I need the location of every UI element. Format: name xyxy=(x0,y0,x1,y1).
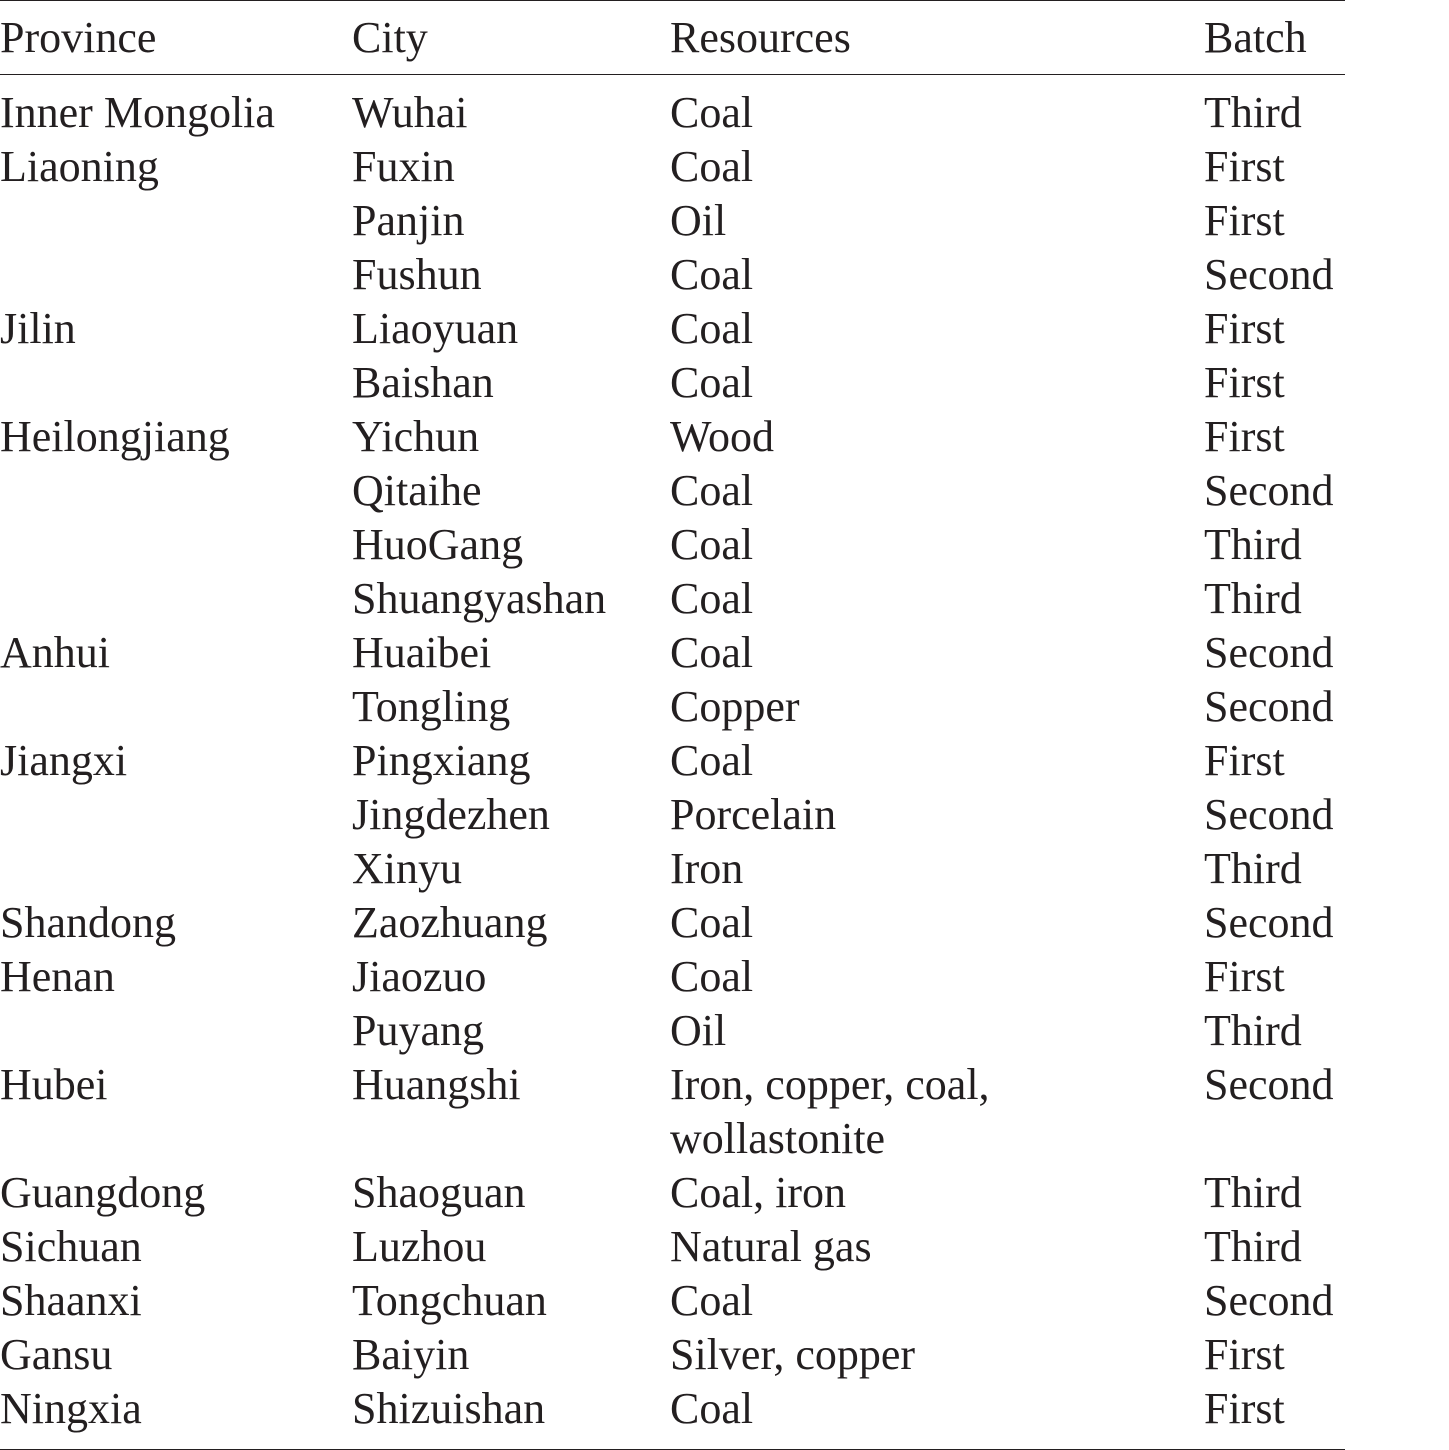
cell-province: Anhui xyxy=(0,628,110,677)
cell-resources: Wood xyxy=(670,412,775,461)
table-row xyxy=(0,842,1345,896)
cell-resources: Coal xyxy=(670,736,754,785)
table-body xyxy=(0,75,1345,1449)
table-row xyxy=(0,194,1345,248)
cell-province xyxy=(0,356,352,410)
table-row xyxy=(0,1328,1345,1382)
cell-city: Yichun xyxy=(352,412,480,461)
table-row xyxy=(0,248,1345,302)
table-row xyxy=(0,1058,1345,1166)
cell-province xyxy=(0,788,352,842)
cell-batch: Third xyxy=(1204,88,1302,137)
cell-province xyxy=(0,1004,352,1058)
cell-city: Pingxiang xyxy=(352,736,531,785)
cell-resources: Coal xyxy=(670,574,754,623)
header-batch: Batch xyxy=(1204,13,1307,62)
cell-province xyxy=(0,572,352,626)
cell-city: Tongling xyxy=(352,682,511,731)
cell-resources: Oil xyxy=(670,196,727,245)
cell-resources: Coal xyxy=(670,1276,754,1325)
cell-batch: Third xyxy=(1204,1168,1302,1217)
cell-city: Jiaozuo xyxy=(352,952,487,1001)
cell-resources: Iron xyxy=(670,844,744,893)
table-row xyxy=(0,734,1345,788)
cell-resources: Coal xyxy=(670,250,754,299)
table-row xyxy=(0,302,1345,356)
cell-resources: Coal xyxy=(670,1384,754,1433)
data-table-body xyxy=(0,75,1345,1449)
cell-province: Heilongjiang xyxy=(0,412,230,461)
cell-province: Henan xyxy=(0,952,115,1001)
cell-resources: Natural gas xyxy=(670,1222,872,1271)
cell-batch: First xyxy=(1204,358,1285,407)
cell-batch: Second xyxy=(1204,466,1334,515)
cell-resources: Copper xyxy=(670,682,800,731)
table-row xyxy=(0,1220,1345,1274)
cell-province: Inner Mongolia xyxy=(0,88,275,137)
cell-batch: Second xyxy=(1204,250,1334,299)
cell-city: Baiyin xyxy=(352,1330,470,1379)
cell-batch: Third xyxy=(1204,1222,1302,1271)
cell-province: Shaanxi xyxy=(0,1276,142,1325)
cell-city: Huangshi xyxy=(352,1060,521,1109)
cell-province: Sichuan xyxy=(0,1222,142,1271)
cell-city: Huaibei xyxy=(352,628,492,677)
cell-city: Baishan xyxy=(352,358,494,407)
table-row xyxy=(0,680,1345,734)
cell-batch: First xyxy=(1204,196,1285,245)
table-row xyxy=(0,1382,1345,1449)
cell-province: Jiangxi xyxy=(0,736,128,785)
table-row xyxy=(0,1166,1345,1220)
cell-batch: Third xyxy=(1204,1006,1302,1055)
cell-resources: Coal xyxy=(670,142,754,191)
cell-province: Guangdong xyxy=(0,1168,206,1217)
cell-province: Shandong xyxy=(0,898,176,947)
cell-batch: Second xyxy=(1204,790,1334,839)
cell-province xyxy=(0,518,352,572)
table-row xyxy=(0,788,1345,842)
cell-resources: Coal xyxy=(670,520,754,569)
cell-batch: First xyxy=(1204,304,1285,353)
table-row xyxy=(0,572,1345,626)
cell-resources: Coal xyxy=(670,88,754,137)
cell-batch: First xyxy=(1204,1384,1285,1433)
cell-batch: Third xyxy=(1204,520,1302,569)
table-row xyxy=(0,410,1345,464)
table-row xyxy=(0,1004,1345,1058)
header-city: City xyxy=(352,13,428,62)
cell-batch: Second xyxy=(1204,628,1334,677)
cell-province: Liaoning xyxy=(0,142,159,191)
cell-resources: Coal, iron xyxy=(670,1168,846,1217)
cell-city: Fushun xyxy=(352,250,482,299)
cell-city: Xinyu xyxy=(352,844,462,893)
cell-resources: Coal xyxy=(670,304,754,353)
cell-city: Qitaihe xyxy=(352,466,482,515)
cell-batch: First xyxy=(1204,142,1285,191)
cell-city: Puyang xyxy=(352,1006,484,1055)
cell-city: HuoGang xyxy=(352,520,524,569)
cell-province: Ningxia xyxy=(0,1384,142,1433)
cell-province xyxy=(0,842,352,896)
cell-batch: Second xyxy=(1204,682,1334,731)
cell-resources: Coal xyxy=(670,358,754,407)
cell-city: Liaoyuan xyxy=(352,304,519,353)
cell-city: Jingdezhen xyxy=(352,790,550,839)
table-row xyxy=(0,626,1345,680)
cell-province: Gansu xyxy=(0,1330,113,1379)
table-row xyxy=(0,518,1345,572)
cell-city: Shuangyashan xyxy=(352,574,607,623)
cell-province: Hubei xyxy=(0,1060,108,1109)
cell-province xyxy=(0,680,352,734)
header-province: Province xyxy=(0,13,157,62)
cell-batch: First xyxy=(1204,1330,1285,1379)
cell-city: Luzhou xyxy=(352,1222,487,1271)
cell-province: Jilin xyxy=(0,304,76,353)
cell-batch: First xyxy=(1204,952,1285,1001)
cell-batch: Third xyxy=(1204,844,1302,893)
cell-batch: Second xyxy=(1204,898,1334,947)
cell-resources: Iron, copper, coal, wollastonite xyxy=(670,1060,990,1163)
table-row xyxy=(0,950,1345,1004)
cell-city: Fuxin xyxy=(352,142,455,191)
data-table xyxy=(0,1,1345,74)
cell-city: Wuhai xyxy=(352,88,468,137)
cell-resources: Oil xyxy=(670,1006,727,1055)
header-resources: Resources xyxy=(670,13,851,62)
table-row xyxy=(0,75,1345,140)
cell-resources: Silver, copper xyxy=(670,1330,916,1379)
cell-city: Zaozhuang xyxy=(352,898,548,947)
table-row xyxy=(0,1274,1345,1328)
cell-resources: Coal xyxy=(670,952,754,1001)
cell-resources: Porcelain xyxy=(670,790,837,839)
cell-city: Panjin xyxy=(352,196,465,245)
cell-province xyxy=(0,248,352,302)
cell-resources: Coal xyxy=(670,466,754,515)
cell-resources: Coal xyxy=(670,628,754,677)
cell-city: Shizuishan xyxy=(352,1384,546,1433)
header-row xyxy=(0,1,1345,74)
cell-resources: Coal xyxy=(670,898,754,947)
cell-province xyxy=(0,194,352,248)
cell-city: Tongchuan xyxy=(352,1276,547,1325)
cell-city: Shaoguan xyxy=(352,1168,526,1217)
table-row xyxy=(0,464,1345,518)
cell-batch: Second xyxy=(1204,1060,1334,1109)
table-row xyxy=(0,140,1345,194)
cell-batch: Third xyxy=(1204,574,1302,623)
table-row xyxy=(0,896,1345,950)
table-row xyxy=(0,356,1345,410)
cell-batch: First xyxy=(1204,736,1285,785)
cell-batch: Second xyxy=(1204,1276,1334,1325)
cell-batch: First xyxy=(1204,412,1285,461)
cell-province xyxy=(0,464,352,518)
